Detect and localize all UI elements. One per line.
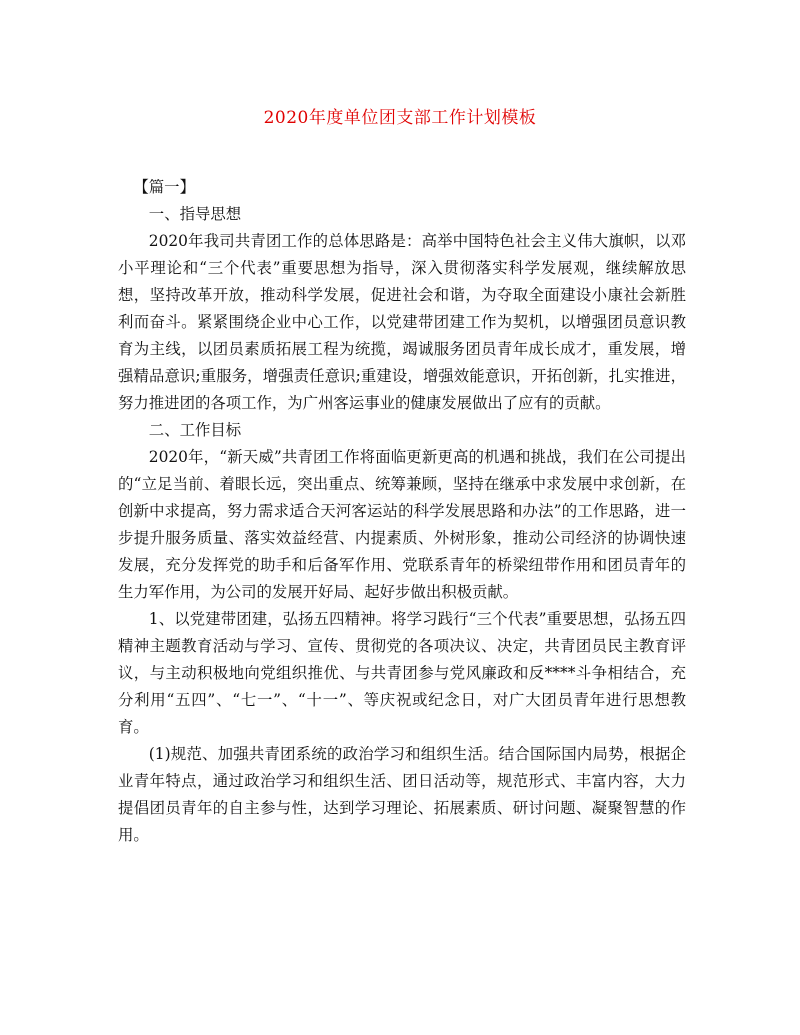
paragraph-item-1: 1、以党建带团建，弘扬五四精神。将学习践行“三个代表”重要思想，弘扬五四精神主题教育活动与学习、宣传、贯彻党的各项决议、决定，共青团员民主教育评议，与主动积极地向党组织推优、与共青团参与党风廉政和反****斗争相结合，充分利用“五四”、“七一”、“十一”、等庆祝或纪念日，对广大团员青年进行思想教育。 <box>118 610 686 736</box>
paragraph-subitem-1: (1)规范、加强共青团系统的政治学习和组织生活。结合国际国内局势，根据企业青年特点，通过政治学习和组织生活、团日活动等，规范形式、丰富内容，大力提倡团员青年的自主参与性，达到学习理论、拓展素质、研讨问题、凝聚智慧的作用。 <box>118 745 686 844</box>
document-title: 2020年度单位团支部工作计划模板 <box>263 108 537 128</box>
paragraph-work-goals: 2020年，“新天威”共青团工作将面临更新更高的机遇和挑战，我们在公司提出的“立足当前、着眼长远，突出重点、统筹兼顾，坚持在继承中求发展中求创新，在创新中求提高，努力需求适合天河客运站的科学发展思路和办法”的工作思路，进一步提升服务质量、落实效益经营、内提素质、外树形象，推动公司经济的协调快速发展，充分发挥党的助手和后备军作用、党联系青年的桥梁纽带作用和团员青年的生力军作用，为公司的发展开好局、起好步做出积极贡献。 <box>118 448 686 601</box>
section-heading-guiding-ideology: 一、指导思想 <box>148 205 242 223</box>
paragraph-overall-approach: 2020年我司共青团工作的总体思路是：高举中国特色社会主义伟大旗帜，以邓小平理论和“三个代表”重要思想为指导，深入贯彻落实科学发展观，继续解放思想，坚持改革开放，推动科学发展，促进社会和谐，为夺取全面建设小康社会新胜利而奋斗。紧紧围绕企业中心工作，以党建带团建工作为契机，以增强团员意识教育为主线，以团员素质拓展工程为统揽，竭诚服务团员青年成长成才，重发展，增强精品意识;重服务，增强责任意识;重建设，增强效能意识，开拓创新，扎实推进，努力推进团的各项工作，为广州客运事业的健康发展做出了应有的贡献。 <box>118 232 686 412</box>
section-heading-work-goals: 二、工作目标 <box>148 421 242 439</box>
document-body <box>118 174 686 849</box>
section-marker: 【篇一】 <box>133 178 195 196</box>
